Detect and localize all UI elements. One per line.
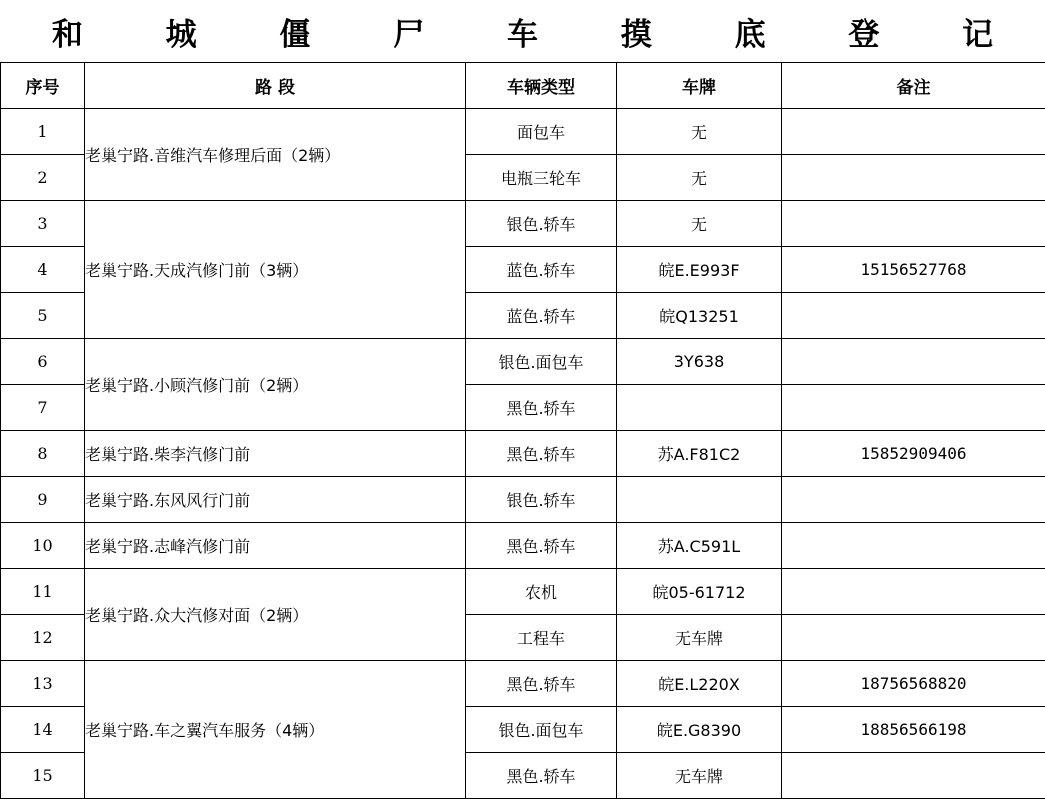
table-body [1, 109, 1045, 799]
plate-cell[interactable]: 3Y638 [617, 339, 782, 385]
vehicle-type-cell[interactable]: 银色.面包车 [466, 707, 617, 753]
row-index-cell[interactable]: 1 [1, 109, 85, 155]
vehicle-type-cell[interactable]: 蓝色.轿车 [466, 247, 617, 293]
plate-cell[interactable]: 皖E.G8390 [617, 707, 782, 753]
plate-cell[interactable]: 无 [617, 109, 782, 155]
vehicle-type-cell[interactable]: 黑色.轿车 [466, 385, 617, 431]
registration-table [0, 62, 1045, 799]
plate-cell[interactable]: 无 [617, 201, 782, 247]
table-row [1, 339, 1045, 385]
row-index-cell[interactable]: 4 [1, 247, 85, 293]
table-row [1, 477, 1045, 523]
note-cell[interactable] [782, 615, 1045, 661]
plate-cell[interactable]: 皖Q13251 [617, 293, 782, 339]
sheet-title: 和 城 僵 尸 车 摸 底 登 记 [0, 0, 1045, 62]
plate-cell[interactable]: 无 [617, 155, 782, 201]
plate-cell[interactable]: 无车牌 [617, 615, 782, 661]
plate-cell[interactable]: 苏A.F81C2 [617, 431, 782, 477]
road-segment-cell[interactable]: 老巢宁路.车之翼汽车服务（4辆） [85, 661, 466, 799]
plate-cell[interactable]: 皖05-61712 [617, 569, 782, 615]
row-index-cell[interactable]: 3 [1, 201, 85, 247]
header-index: 序号 [1, 63, 85, 109]
note-cell[interactable] [782, 339, 1045, 385]
vehicle-type-cell[interactable]: 黑色.轿车 [466, 523, 617, 569]
row-index-cell[interactable]: 15 [1, 753, 85, 799]
note-cell[interactable] [782, 477, 1045, 523]
note-cell[interactable] [782, 201, 1045, 247]
road-segment-cell[interactable]: 老巢宁路.天成汽修门前（3辆） [85, 201, 466, 339]
header-type: 车辆类型 [466, 63, 617, 109]
plate-cell[interactable] [617, 477, 782, 523]
row-index-cell[interactable]: 5 [1, 293, 85, 339]
vehicle-type-cell[interactable]: 黑色.轿车 [466, 661, 617, 707]
vehicle-type-cell[interactable]: 银色.轿车 [466, 477, 617, 523]
row-index-cell[interactable]: 7 [1, 385, 85, 431]
vehicle-type-cell[interactable]: 银色.面包车 [466, 339, 617, 385]
header-row [1, 63, 1045, 109]
plate-cell[interactable]: 皖E.E993F [617, 247, 782, 293]
row-index-cell[interactable]: 13 [1, 661, 85, 707]
vehicle-type-cell[interactable]: 农机 [466, 569, 617, 615]
row-index-cell[interactable]: 10 [1, 523, 85, 569]
road-segment-cell[interactable]: 老巢宁路.音维汽车修理后面（2辆） [85, 109, 466, 201]
note-cell[interactable] [782, 523, 1045, 569]
note-cell[interactable]: 18856566198 [782, 707, 1045, 753]
note-cell[interactable]: 15156527768 [782, 247, 1045, 293]
row-index-cell[interactable]: 8 [1, 431, 85, 477]
note-cell[interactable]: 18756568820 [782, 661, 1045, 707]
row-index-cell[interactable]: 12 [1, 615, 85, 661]
table-row [1, 523, 1045, 569]
vehicle-type-cell[interactable]: 电瓶三轮车 [466, 155, 617, 201]
note-cell[interactable] [782, 569, 1045, 615]
vehicle-type-cell[interactable]: 面包车 [466, 109, 617, 155]
vehicle-type-cell[interactable]: 黑色.轿车 [466, 753, 617, 799]
header-plate: 车牌 [617, 63, 782, 109]
row-index-cell[interactable]: 14 [1, 707, 85, 753]
plate-cell[interactable]: 苏A.C591L [617, 523, 782, 569]
row-index-cell[interactable]: 6 [1, 339, 85, 385]
table-row [1, 569, 1045, 615]
note-cell[interactable] [782, 385, 1045, 431]
table-row [1, 201, 1045, 247]
vehicle-type-cell[interactable]: 银色.轿车 [466, 201, 617, 247]
row-index-cell[interactable]: 11 [1, 569, 85, 615]
plate-cell[interactable]: 无车牌 [617, 753, 782, 799]
vehicle-type-cell[interactable]: 工程车 [466, 615, 617, 661]
plate-cell[interactable]: 皖E.L220X [617, 661, 782, 707]
note-cell[interactable] [782, 155, 1045, 201]
note-cell[interactable] [782, 293, 1045, 339]
row-index-cell[interactable]: 2 [1, 155, 85, 201]
vehicle-type-cell[interactable]: 黑色.轿车 [466, 431, 617, 477]
road-segment-cell[interactable]: 老巢宁路.柴李汽修门前 [85, 431, 466, 477]
vehicle-type-cell[interactable]: 蓝色.轿车 [466, 293, 617, 339]
table-row [1, 431, 1045, 477]
table-row [1, 661, 1045, 707]
road-segment-cell[interactable]: 老巢宁路.东风风行门前 [85, 477, 466, 523]
table-row [1, 109, 1045, 155]
plate-cell[interactable] [617, 385, 782, 431]
road-segment-cell[interactable]: 老巢宁路.小顾汽修门前（2辆） [85, 339, 466, 431]
note-cell[interactable] [782, 753, 1045, 799]
road-segment-cell[interactable]: 老巢宁路.志峰汽修门前 [85, 523, 466, 569]
note-cell[interactable]: 15852909406 [782, 431, 1045, 477]
road-segment-cell[interactable]: 老巢宁路.众大汽修对面（2辆） [85, 569, 466, 661]
header-note: 备注 [782, 63, 1045, 109]
note-cell[interactable] [782, 109, 1045, 155]
header-road: 路 段 [85, 63, 466, 109]
row-index-cell[interactable]: 9 [1, 477, 85, 523]
